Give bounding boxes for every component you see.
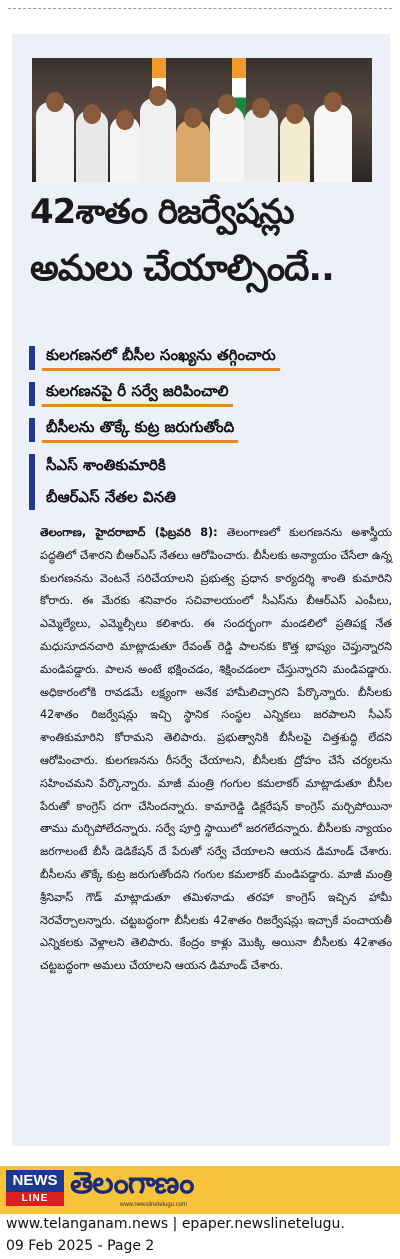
person-head xyxy=(218,94,236,114)
person-head xyxy=(116,110,134,130)
telanganam-brand: తెలంగాణం xyxy=(70,1166,194,1201)
cut-line xyxy=(8,8,392,9)
subhead-marker xyxy=(29,346,35,370)
person-figure xyxy=(210,106,244,182)
article-body xyxy=(40,522,392,978)
headline-line-1: 42శాతం రిజర్వేషన్లు xyxy=(30,192,294,232)
headline-line-2: అమలు చేయాల్సిందే.. xyxy=(30,248,334,289)
person-head xyxy=(184,108,202,128)
news-article xyxy=(12,34,390,1146)
brand-url: www.newslinetelugu.com xyxy=(120,1202,188,1208)
subhead-2: కులగణనపై రీ సర్వే జరిపించాలి xyxy=(42,382,233,407)
subhead-5: బీఆర్ఎస్ నేతల వినతి xyxy=(46,488,176,506)
article-dateline: తెలంగాణ, హైదరాబాద్ (ఫిబ్రవరి 8): xyxy=(40,526,218,539)
person-figure xyxy=(176,120,210,182)
person-head xyxy=(252,98,270,118)
footer-date-page: 09 Feb 2025 - Page 2 xyxy=(6,1238,155,1254)
footer-urls: www.telanganam.news | epaper.newslinetelugu. xyxy=(6,1216,345,1232)
subhead-marker xyxy=(29,418,35,442)
subhead-marker xyxy=(29,382,35,406)
article-photo xyxy=(32,58,372,182)
person-head xyxy=(83,104,101,124)
person-head xyxy=(324,92,342,112)
subhead-4: సీఎస్ శాంతికుమారికి xyxy=(46,456,166,474)
newsline-logo xyxy=(6,1170,64,1208)
person-head xyxy=(286,104,304,124)
subhead-marker xyxy=(29,454,35,510)
person-figure xyxy=(140,98,176,182)
article-text: తెలంగాణలో కులగణనను అశాస్త్రీయ పద్ధతిలో చేశారని బీఆర్ఎస్ నేతలు ఆరోపించారు. బీసీలకు అన్యాయం చేసేలా ఉన్న కులగణనను వెంటనే సరిచేయాలని ప్రభుత్వ ప్రధాన కార్యదర్శి శాంతి కుమారిని కోరారు. ఈ మేరకు శనివారం సచివాలయంలో సీఎస్‌ను బీఆర్ఎస్ ఎంపీలు, ఎమ్మెల్యేలు, ఎమ్మెల్సీలు కలిశారు. ఈ సందర్భంగా మండలిలో ప్రతిపక్ష నేత మధుసూదనచారి మాట్లాడుతూ రేవంత్ రెడ్డి పాలనకు కొత్త భాష్యం చెప్తున్నారని మండిపడ్డారు. పాలన అంటే భక్షించడం, శిక్షించడంలా చేస్తున్నారని మండిపడ్డారు. అధికారంలోకి రావడమే లక్ష్యంగా అనేక హామీలిచ్చారని పేర్కొన్నారు. బీసీలకు 42శాతం రిజర్వేషన్లు ఇచ్చి స్థానిక సంస్థల ఎన్నికలు జరపాలని సీఎస్ శాంతికుమారిని కోరామని తెలిపారు. ప్రభుత్వానికి బీసీలపై చిత్తశుద్ధి లేదని ఆరోపించారు. కులగణనను రీసర్వే చేయాలని, బీసీలకు ద్రోహం చేసే చర్యలను సహించమని పేర్కొన్నారు. మాజీ మంత్రి గంగుల కమలాకర్ మాట్లాడుతూ బీసీల పేరుతో కాంగ్రెస్ దగా చేసిందన్నారు. కామారెడ్డి డిక్లరేషన్ కాంగ్రెస్ మర్చిపోయినా తాము మర్చిపోలేదన్నారు. సర్వే పూర్తి స్థాయిలో జరగలేదన్నారు. బీసీలకు న్యాయం జరగాలంటే బీసీ డెడికేషన్ దే పేరుతో సర్వే చేయాలని ఆయన డిమాండ్ చేశారు. బీసీలను తొక్కే కుట్ర జరుగుతోందని గంగుల కమలాకర్ మండిపడ్డారు. మాజీ మంత్రి శ్రీనివాస్ గౌడ్ మాట్లాడుతూ తమిళనాడు తరహా కాంగ్రెస్ ఇచ్చిన హామీ నెరవేర్చాలన్నారు. చట్టబద్ధంగా బీసీలకు 42శాతం రిజర్వేషన్లు ఇచ్చాకే పంచాయతీ ఎన్నికలకు వెళ్లాలని తెలిపారు. కేంద్రం కాళ్లు మొక్కి అయినా బీసీలకు 42శాతం చట్టబద్ధంగా అమలు చేయాలని ఆయన డిమాండ్ చేశారు. xyxy=(40,526,392,973)
newsline-logo-top: NEWS xyxy=(6,1170,64,1192)
person-figure xyxy=(280,114,310,182)
subhead-3: బీసీలను తొక్కే కుట్ర జరుగుతోంది xyxy=(42,418,238,443)
person-figure xyxy=(314,104,352,182)
person-head xyxy=(149,86,167,106)
person-figure xyxy=(36,102,74,182)
newsline-logo-bottom: LINE xyxy=(6,1192,64,1206)
person-head xyxy=(46,92,64,112)
person-figure xyxy=(244,108,278,182)
subhead-1: కులగణనలో బీసీల సంఖ్యను తగ్గించారు xyxy=(42,346,280,371)
